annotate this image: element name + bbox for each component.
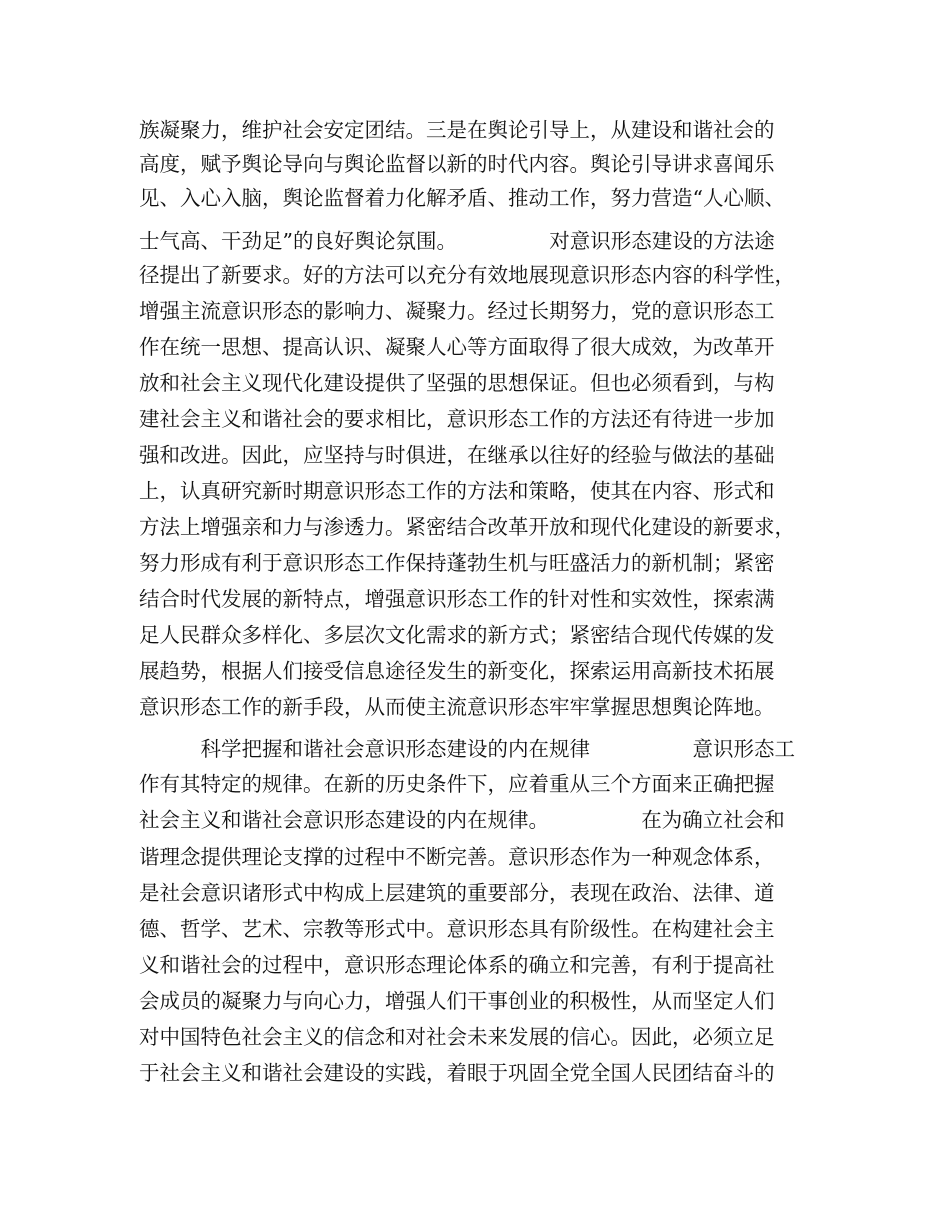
text-line-21: 谐理念提供理论支撑的过程中不断完善。意识形态作为一种观念体系， <box>139 845 775 869</box>
text-line-11: 上，认真研究新时期意识形态工作的方法和策略，使其在内容、形式和 <box>139 479 775 503</box>
text-line-8: 放和社会主义现代化建设提供了坚强的思想保证。但也必须看到，与构 <box>139 371 775 395</box>
text-line-4: 士气高、干劲足”的良好舆论氛围。 对意识形态建设的方法途 <box>139 229 775 253</box>
text-line-1: 族凝聚力，维护社会安定团结。三是在舆论引导上，从建设和谐社会的 <box>139 118 775 142</box>
text-line-26: 对中国特色社会主义的信念和对社会未来发展的信心。因此，必须立足 <box>139 1025 775 1049</box>
text-line-17: 意识形态工作的新手段，从而使主流意识形态牢牢掌握思想舆论阵地。 <box>139 695 775 719</box>
text-line-12: 方法上增强亲和力与渗透力。紧密结合改革开放和现代化建设的新要求， <box>139 515 795 539</box>
text-line-7: 作在统一思想、提高认识、凝聚人心等方面取得了很大成效，为改革开 <box>139 335 775 359</box>
text-line-5: 径提出了新要求。好的方法可以充分有效地展现意识形态内容的科学性， <box>139 263 795 287</box>
text-line-3: 见、入心入脑，舆论监督着力化解矛盾、推动工作，努力营造“人心顺、 <box>139 186 785 210</box>
text-line-23: 德、哲学、艺术、宗教等形式中。意识形态具有阶级性。在构建社会主 <box>139 917 775 941</box>
text-line-13: 努力形成有利于意识形态工作保持蓬勃生机与旺盛活力的新机制；紧密 <box>139 551 775 575</box>
text-line-20: 社会主义和谐社会意识形态建设的内在规律。 在为确立社会和 <box>139 808 785 832</box>
text-line-22: 是社会意识诸形式中构成上层建筑的重要部分，表现在政治、法律、道 <box>139 881 775 905</box>
text-line-24: 义和谐社会的过程中，意识形态理论体系的确立和完善，有利于提高社 <box>139 953 775 977</box>
text-line-18: 科学把握和谐社会意识形态建设的内在规律 意识形态工 <box>139 737 795 761</box>
text-line-27: 于社会主义和谐社会建设的实践，着眼于巩固全党全国人民团结奋斗的 <box>139 1061 775 1085</box>
text-line-10: 强和改进。因此，应坚持与时俱进，在继承以往好的经验与做法的基础 <box>139 443 775 467</box>
text-line-2: 高度，赋予舆论导向与舆论监督以新的时代内容。舆论引导讲求喜闻乐 <box>139 152 775 176</box>
text-line-16: 展趋势，根据人们接受信息途径发生的新变化，探索运用高新技术拓展 <box>139 659 775 683</box>
text-line-9: 建社会主义和谐社会的要求相比，意识形态工作的方法还有待进一步加 <box>139 407 775 431</box>
text-line-25: 会成员的凝聚力与向心力，增强人们干事创业的积极性，从而坚定人们 <box>139 989 775 1013</box>
text-line-15: 足人民群众多样化、多层次文化需求的新方式；紧密结合现代传媒的发 <box>139 623 775 647</box>
text-line-19: 作有其特定的规律。在新的历史条件下，应着重从三个方面来正确把握 <box>139 772 775 796</box>
text-line-6: 增强主流意识形态的影响力、凝聚力。经过长期努力，党的意识形态工 <box>139 299 775 323</box>
text-line-14: 结合时代发展的新特点，增强意识形态工作的针对性和实效性，探索满 <box>139 587 775 611</box>
